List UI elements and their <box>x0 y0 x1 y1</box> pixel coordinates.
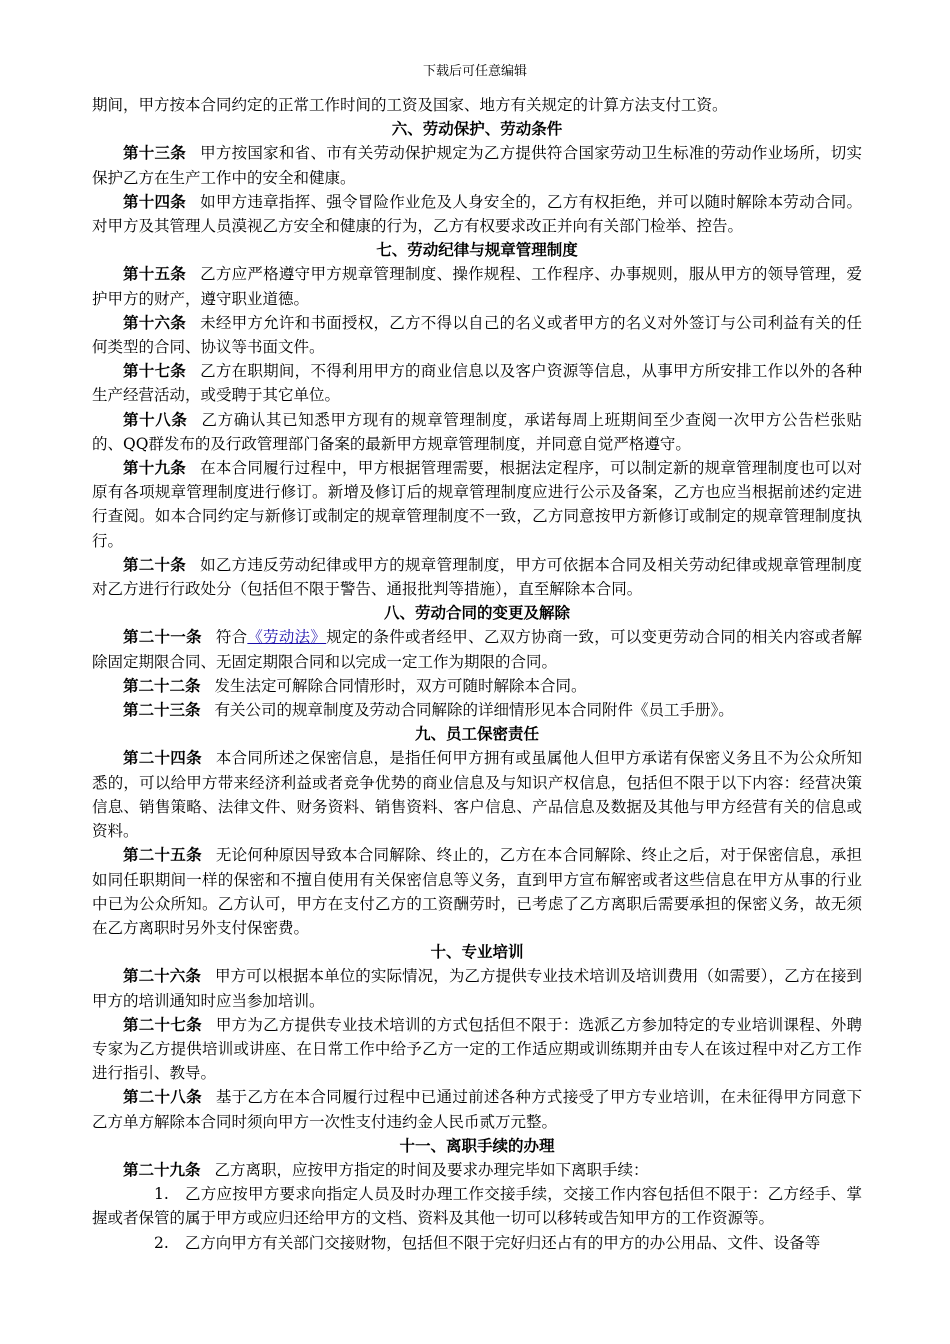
article-23 <box>92 698 862 722</box>
article-text: 乙方确认其已知悉甲方现有的规章管理制度，承诺每周上班期间至少查阅一次甲方公告栏张贴的、QQ群发布的及行政管理部门备案的最新甲方规章管理制度，并同意自觉严格遵守。 <box>92 410 862 453</box>
article-label: 第二十三条 <box>123 701 201 720</box>
article-text: 如乙方违反劳动纪律或甲方的规章管理制度，甲方可依据本合同及相关劳动纪律或规章管理制度对乙方进行行政处分（包括但不限于警告、通报批判等措施），直至解除本合同。 <box>92 555 862 599</box>
article-label: 第十五条 <box>123 265 187 284</box>
list-number: 1. <box>154 1185 169 1204</box>
article-22 <box>92 674 862 698</box>
article-label: 第十九条 <box>123 459 187 478</box>
list-text: 乙方向甲方有关部门交接财物，包括但不限于完好归还占有的甲方的办公用品、文件、设备等 <box>184 1233 821 1252</box>
article-label: 第二十八条 <box>123 1088 202 1107</box>
article-label: 第二十一条 <box>123 628 202 647</box>
article-text: 基于乙方在本合同履行过程中已通过前述各种方式接受了甲方专业培训，在未征得甲方同意下乙方单方解除本合同时须向甲方一次性支付违约金人民币贰万元整。 <box>92 1088 862 1131</box>
article-29 <box>92 1158 862 1182</box>
article-14 <box>92 190 862 238</box>
article-text: 乙方在职期间，不得利用甲方的商业信息以及客户资源等信息，从事甲方所安排工作以外的各种生产经营活动，或受聘于其它单位。 <box>92 362 862 405</box>
article-label: 第二十四条 <box>123 749 202 768</box>
article-13 <box>92 141 862 189</box>
lead-paragraph: 期间，甲方按本合同约定的正常工作时间的工资及国家、地方有关规定的计算方法支付工资。 <box>92 96 728 114</box>
article-17 <box>92 359 862 407</box>
article-text: 乙方离职，应按甲方指定的时间及要求办理完毕如下离职手续： <box>214 1160 649 1179</box>
article-text: 在本合同履行过程中，甲方根据管理需要，根据法定程序，可以制定新的规章管理制度也可以对原有各项规章管理制度进行修订。新增及修订后的规章管理制度应进行公示及备案，乙方也应当根据前述约定进行查阅。如本合同约定与新修订或制定的规章管理制度不一致，乙方同意按甲方新修订或制定的规章管理制度执行。 <box>92 459 862 550</box>
article-27 <box>92 1013 862 1086</box>
article-text: 本合同所述之保密信息，是指任何甲方拥有或虽属他人但甲方承诺有保密义务且不为公众所知悉的，可以给甲方带来经济利益或者竞争优势的商业信息及与知识产权信息，包括但不限于以下内容：经营决策信息、销售策略、法律文件、财务资料、销售资料、客户信息、产品信息及数据及其他与甲方经营有关的信息或资料。 <box>92 749 862 841</box>
article-21 <box>92 625 862 673</box>
article-label: 第二十二条 <box>123 676 201 695</box>
page-header: 下载后可任意编辑 <box>422 64 527 79</box>
article-text: 未经甲方允许和书面授权，乙方不得以自己的名义或者甲方的名义对外签订与公司利益有关的任何类型的合同、协议等书面文件。 <box>92 313 862 357</box>
article-label: 第十六条 <box>123 313 187 332</box>
article-text: 甲方可以根据本单位的实际情况，为乙方提供专业技术培训及培训费用（如需要），乙方在接到甲方的培训通知时应当参加培训。 <box>92 967 862 1010</box>
article-label: 第二十七条 <box>123 1015 202 1034</box>
list-item <box>92 1231 862 1255</box>
section-10-title: 十、专业培训 <box>430 943 524 962</box>
article-label: 第二十条 <box>123 555 187 574</box>
article-16 <box>92 311 862 359</box>
article-text: 无论何种原因导致本合同解除、终止的，乙方在本合同解除、终止之后，对于保密信息，承担如同任职期间一样的保密和不擅自使用有关保密信息等义务，直到甲方宣布解密或者这些信息在甲方从事的行业中已为公众所知。乙方认可，甲方在支付乙方的工资酬劳时，已考虑了乙方离职后需要承担的保密义务，故无须在乙方离职时另外支付保密费。 <box>92 846 862 937</box>
article-label: 第十三条 <box>123 144 187 163</box>
article-label: 第二十九条 <box>123 1160 201 1179</box>
article-20 <box>92 553 862 601</box>
article-text-pre: 符合 <box>215 628 248 647</box>
article-25 <box>92 843 862 940</box>
section-11-title: 十一、离职手续的办理 <box>399 1136 555 1155</box>
article-text: 甲方为乙方提供专业技术培训的方式包括但不限于：选派乙方参加特定的专业培训课程、外聘专家为乙方提供培训或讲座、在日常工作中给予乙方一定的工作适应期或训练期并由专人在该过程中对乙方工作进行指引、教导。 <box>92 1015 862 1083</box>
list-text: 乙方应按甲方要求向指定人员及时办理工作交接手续，交接工作内容包括但不限于：乙方经手、掌握或者保管的属于甲方或应归还给甲方的文档、资料及其他一切可以移转或告知甲方的工作资源等。 <box>92 1185 862 1228</box>
article-label: 第十四条 <box>123 192 187 211</box>
article-text: 甲方按国家和省、市有关劳动保护规定为乙方提供符合国家劳动卫生标准的劳动作业场所，切实保护乙方在生产工作中的安全和健康。 <box>92 144 862 187</box>
article-text: 有关公司的规章制度及劳动合同解除的详细情形见本合同附件《员工手册》。 <box>214 701 734 720</box>
list-item <box>92 1182 862 1230</box>
article-26 <box>92 964 862 1012</box>
section-6-title: 六、劳动保护、劳动条件 <box>391 120 563 139</box>
section-9-title: 九、员工保密责任 <box>414 725 539 744</box>
article-19 <box>92 456 862 553</box>
article-18 <box>92 408 862 456</box>
article-label: 第二十五条 <box>123 846 202 865</box>
article-label: 第二十六条 <box>123 967 201 986</box>
article-text-post: 规定的条件或者经甲、乙双方协商一致，可以变更劳动合同的相关内容或者解除固定期限合同、无固定期限合同和以完成一定工作为期限的合同。 <box>92 628 862 671</box>
section-7-title: 七、劳动纪律与规章管理制度 <box>376 241 578 260</box>
article-24 <box>92 746 862 843</box>
article-text: 乙方应严格遵守甲方规章管理制度、操作规程、工作程序、办事规则，服从甲方的领导管理，爱护甲方的财产，遵守职业道德。 <box>92 265 862 308</box>
section-8-title: 八、劳动合同的变更及解除 <box>383 604 570 623</box>
list-number: 2. <box>154 1233 169 1252</box>
article-15 <box>92 262 862 310</box>
article-label: 第十八条 <box>123 410 188 429</box>
article-text: 发生法定可解除合同情形时，双方可随时解除本合同。 <box>214 676 587 695</box>
article-28 <box>92 1085 862 1133</box>
article-text: 如甲方违章指挥、强令冒险作业危及人身安全的，乙方有权拒绝，并可以随时解除本劳动合同。对甲方及其管理人员漠视乙方安全和健康的行为，乙方有权要求改正并向有关部门检举、控告。 <box>92 192 862 236</box>
document-body <box>92 93 862 1255</box>
labor-law-link[interactable]: 《劳动法》 <box>247 628 327 647</box>
article-label: 第十七条 <box>123 362 187 381</box>
